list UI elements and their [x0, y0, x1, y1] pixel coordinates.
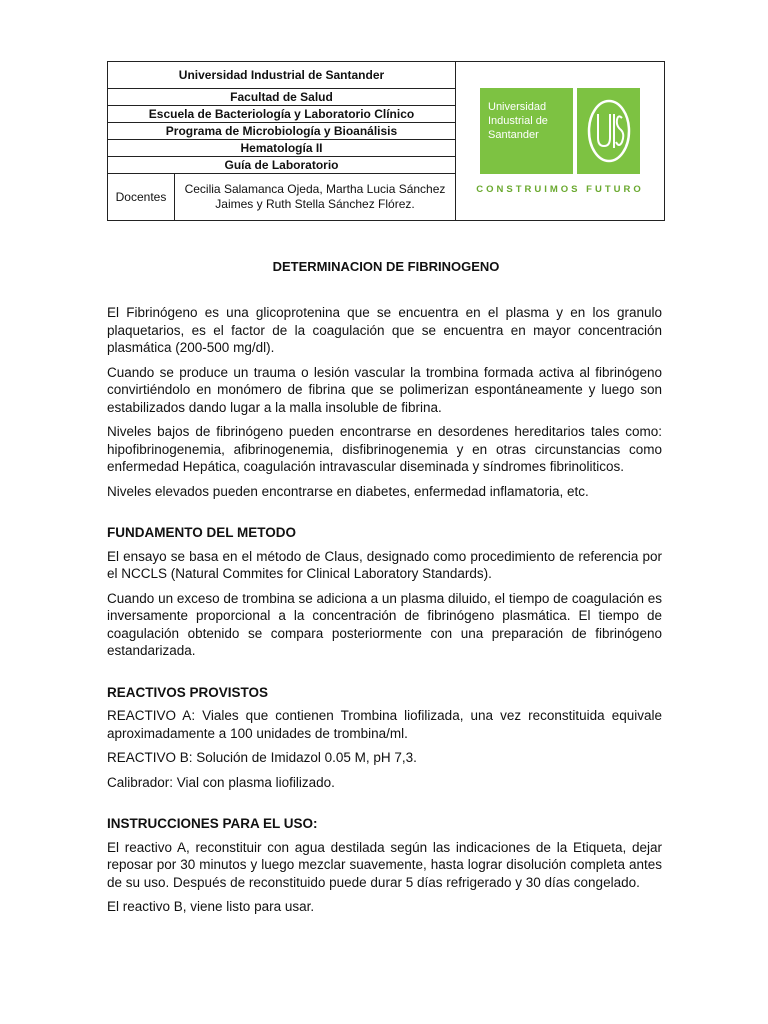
instrucciones-paragraph: El reactivo A, reconstituir con agua destilada según las indicaciones de la Etiqueta, dejar reposar por 30 minutos y luego mezclar suavemente, hasta lograr disolución completa antes de su uso. Después de reconstituido puede durar 5 días refrigerado y 30 días congelado. [107, 839, 662, 890]
uis-emblem-icon [577, 88, 640, 174]
docentes-label: Docentes [108, 174, 175, 220]
school-name: Escuela de Bacteriología y Laboratorio Clínico [108, 106, 455, 123]
document-title: DETERMINACION DE FIBRINOGENO [272, 259, 500, 274]
fundamento-heading: FUNDAMENTO DEL METODO [107, 525, 297, 540]
faculty-name: Facultad de Salud [108, 89, 455, 106]
logo-tagline: CONSTRUIMOS FUTURO [476, 183, 644, 195]
intro-paragraph: Niveles bajos de fibrinógeno pueden encontrarse en desordenes hereditarios tales como: hipofibrinogenemia, afibrinogenemia, disfibrinogenemia y en otras circunstancias como enfermedad Hepática, coagulación intravascular diseminada y síndromes fibrinoliticos. [107, 424, 662, 474]
course-name: Hematología II [108, 140, 455, 157]
document-body [107, 304, 662, 923]
instrucciones-heading: INSTRUCCIONES PARA EL USO: [107, 816, 318, 831]
fundamento-paragraph: Cuando un exceso de trombina se adiciona a un plasma diluido, el tiempo de coagulación es inversamente proporcional a la concentración de fibrinógeno plasmática. El tiempo de coagulación obtenido se compara posteriormente con una preparación de fibrinógeno estandarizada. [107, 590, 662, 658]
reactivos-paragraph: REACTIVO B: Solución de Imidazol 0.05 M, pH 7,3. [107, 750, 417, 765]
header-table [107, 61, 665, 221]
reactivos-heading: REACTIVOS PROVISTOS [107, 684, 269, 700]
intro-paragraph: Niveles elevados pueden encontrarse en diabetes, enfermedad inflamatoria, etc. [107, 483, 589, 499]
docentes-names: Cecilia Salamanca Ojeda, Martha Lucia Sánchez Jaimes y Ruth Stella Sánchez Flórez. [184, 182, 446, 211]
reactivos-paragraph: Calibrador: Vial con plasma liofilizado. [107, 774, 335, 790]
header-info [108, 62, 456, 220]
docentes-row [108, 174, 455, 220]
logo-graphic [480, 88, 640, 174]
logo-wordmark: Universidad Industrial de Santander [480, 88, 573, 174]
instrucciones-paragraph: El reactivo B, viene listo para usar. [107, 899, 315, 914]
program-name: Programa de Microbiología y Bioanálisis [108, 123, 455, 140]
reactivos-paragraph: REACTIVO A: Viales que contienen Trombina liofilizada, una vez reconstituida equivale aproximadamente a 100 unidades de trombina/ml. [107, 708, 662, 741]
uis-emblem-svg [584, 96, 634, 166]
fundamento-paragraph: El ensayo se basa en el método de Claus, designado como procedimiento de referencia por el NCCLS (Natural Commites for Clinical Laboratory Standards). [107, 548, 662, 581]
university-logo [456, 62, 664, 220]
intro-paragraph: Cuando se produce un trauma o lesión vascular la trombina formada activa al fibrinógeno convirtiéndolo en monómero de fibrina que se polimerizan espontáneamente y luego son estabilizados dando lugar a la malla insoluble de fibrina. [107, 364, 662, 415]
intro-paragraph: El Fibrinógeno es una glicoprotenina que se encuentra en el plasma y en los granulo plaquetarios, es el factor de la coagulación que se encuentra en mayor concentración plasmática (200-500 mg/dl). [107, 305, 662, 355]
guide-name: Guía de Laboratorio [108, 157, 455, 174]
university-name: Universidad Industrial de Santander [108, 62, 455, 89]
